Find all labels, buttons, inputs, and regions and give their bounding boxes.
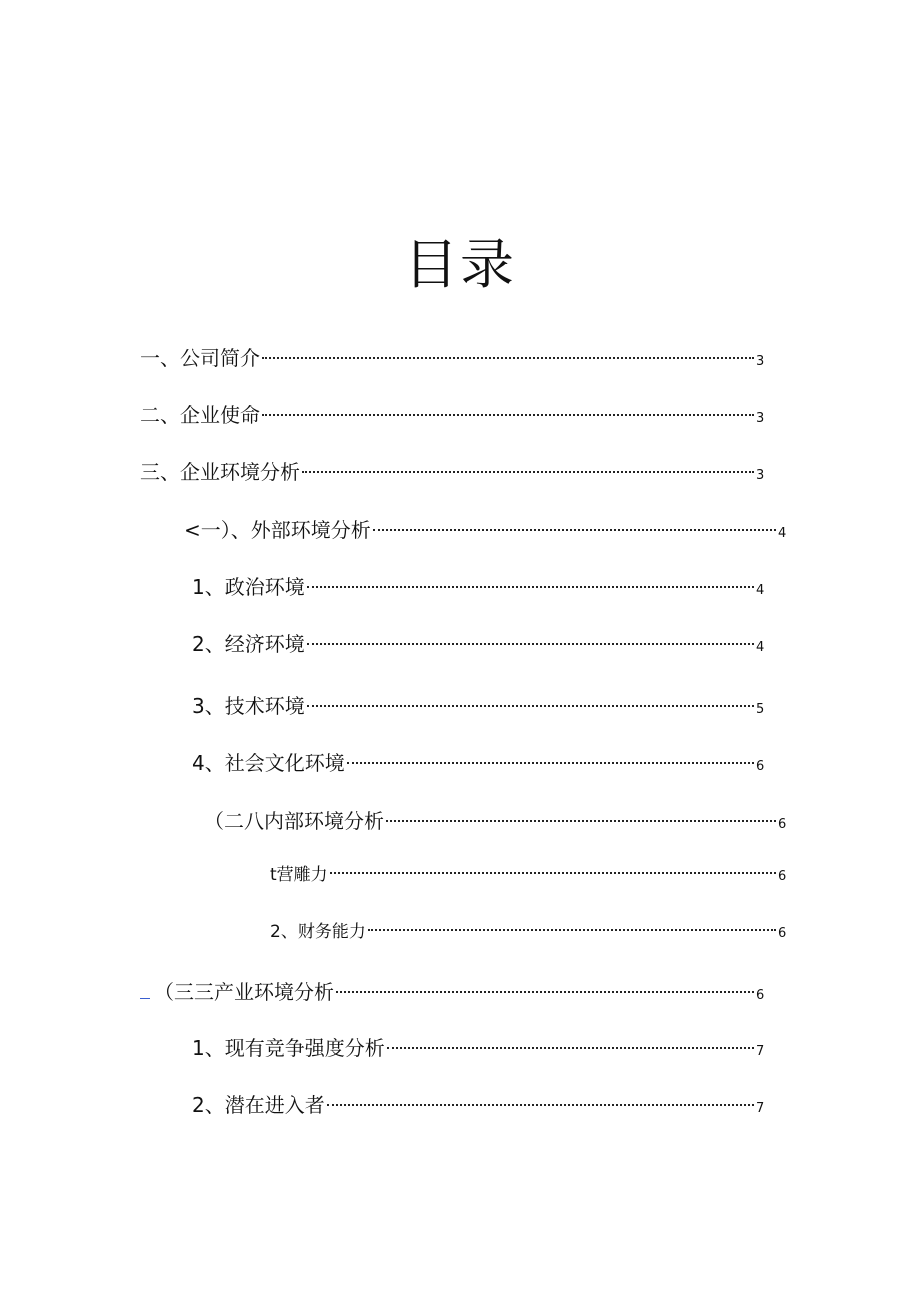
toc-label: 3、技术环境 — [192, 694, 305, 718]
toc-entry-internal-environment[interactable] — [204, 806, 788, 836]
toc-entry-potential-entrants[interactable] — [192, 1090, 766, 1120]
toc-entry-socio-cultural[interactable] — [192, 748, 766, 778]
toc-page-number: 4 — [756, 583, 765, 598]
toc-page-number: 6 — [756, 759, 765, 774]
toc-page-number: 6 — [756, 988, 765, 1003]
toc-label: 2、经济环境 — [192, 632, 305, 656]
toc-dot-leader — [387, 1047, 754, 1049]
toc-entry-economic[interactable] — [192, 629, 766, 659]
toc-page-number: 5 — [756, 702, 765, 717]
toc-dot-leader — [347, 762, 754, 764]
toc-dot-leader — [307, 586, 754, 588]
toc-label: 一、公司简介 — [140, 346, 260, 370]
toc-page-number: 3 — [756, 468, 765, 483]
toc-label: t营雕力 — [270, 865, 328, 885]
toc-page-number: 4 — [756, 640, 765, 655]
toc-label: 2、财务能力 — [270, 922, 366, 942]
toc-entry-company-profile[interactable] — [140, 343, 766, 373]
toc-dot-leader — [368, 929, 776, 931]
toc-entry-technology[interactable] — [192, 691, 766, 721]
toc-entry-political[interactable] — [192, 572, 766, 602]
toc-dot-leader — [302, 471, 754, 473]
toc-entry-environment-analysis[interactable] — [140, 457, 766, 487]
toc-page-number: 3 — [756, 354, 765, 369]
page-title: 目录 — [404, 233, 516, 296]
toc-page-number: 6 — [778, 817, 787, 832]
toc-page-number: 7 — [756, 1101, 765, 1116]
toc-label: 1、政治环境 — [192, 575, 305, 599]
toc-dot-leader — [330, 872, 776, 874]
toc-label: 1、现有竞争强度分析 — [192, 1036, 385, 1060]
toc-dot-leader — [373, 529, 776, 531]
toc-page-number: 3 — [756, 411, 765, 426]
toc-page-number: 7 — [756, 1044, 765, 1059]
toc-label: <一）、外部环境分析 — [184, 518, 371, 542]
hyperlink-underscore-mark — [140, 998, 150, 999]
toc-dot-leader — [262, 414, 754, 416]
toc-dot-leader — [307, 705, 754, 707]
toc-label: （二八内部环境分析 — [204, 809, 384, 833]
toc-entry-industry-environment[interactable] — [154, 977, 766, 1007]
toc-label: 三、企业环境分析 — [140, 460, 300, 484]
toc-label: 2、潜在进入者 — [192, 1093, 325, 1117]
toc-entry-competition-intensity[interactable] — [192, 1033, 766, 1063]
toc-page-number: 4 — [778, 526, 787, 541]
toc-dot-leader — [307, 643, 754, 645]
toc-dot-leader — [327, 1104, 754, 1106]
toc-entry-operating-capability[interactable] — [270, 860, 788, 890]
toc-label: 4、社会文化环境 — [192, 751, 345, 775]
toc-label: （三三产业环境分析 — [154, 980, 334, 1004]
toc-page-number: 6 — [778, 869, 787, 884]
toc-page-number: 6 — [778, 926, 787, 941]
toc-entry-mission[interactable] — [140, 400, 766, 430]
toc-label: 二、企业使命 — [140, 403, 260, 427]
toc-entry-financial-capability[interactable] — [270, 917, 788, 947]
toc-dot-leader — [262, 357, 754, 359]
toc-entry-external-environment[interactable] — [184, 515, 788, 545]
toc-dot-leader — [336, 991, 754, 993]
toc-dot-leader — [386, 820, 776, 822]
